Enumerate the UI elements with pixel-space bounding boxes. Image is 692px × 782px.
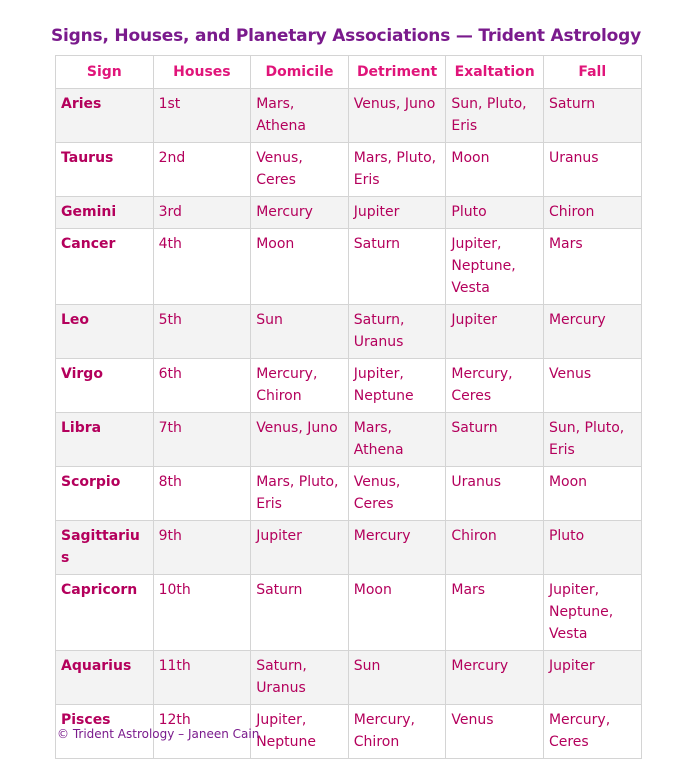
domicile-cell: Sun — [251, 305, 349, 359]
exaltation-cell: Mercury, Ceres — [446, 359, 544, 413]
house-cell: 5th — [153, 305, 251, 359]
sign-cell: Gemini — [56, 197, 154, 229]
house-cell: 6th — [153, 359, 251, 413]
sign-cell: Aries — [56, 89, 154, 143]
house-cell: 8th — [153, 467, 251, 521]
fall-cell: Mars — [543, 229, 641, 305]
column-header-exaltation: Exaltation — [446, 56, 544, 89]
table-row — [56, 143, 642, 197]
domicile-cell: Venus, Juno — [251, 413, 349, 467]
domicile-cell: Jupiter — [251, 521, 349, 575]
fall-cell: Moon — [543, 467, 641, 521]
house-cell: 11th — [153, 651, 251, 705]
exaltation-cell: Jupiter, Neptune, Vesta — [446, 229, 544, 305]
exaltation-cell: Mars — [446, 575, 544, 651]
detriment-cell: Venus, Juno — [348, 89, 446, 143]
sign-cell: Leo — [56, 305, 154, 359]
sign-cell: Aquarius — [56, 651, 154, 705]
fall-cell: Venus — [543, 359, 641, 413]
table-row — [56, 521, 642, 575]
sign-cell: Libra — [56, 413, 154, 467]
sign-cell: Virgo — [56, 359, 154, 413]
exaltation-cell: Moon — [446, 143, 544, 197]
detriment-cell: Mars, Athena — [348, 413, 446, 467]
exaltation-cell: Sun, Pluto, Eris — [446, 89, 544, 143]
domicile-cell: Mars, Pluto, Eris — [251, 467, 349, 521]
table-row — [56, 89, 642, 143]
detriment-cell: Mercury, Chiron — [348, 705, 446, 759]
page-title: Signs, Houses, and Planetary Associations — Trident Astrology — [51, 26, 641, 46]
table-row — [56, 575, 642, 651]
detriment-cell: Moon — [348, 575, 446, 651]
sign-cell: Scorpio — [56, 467, 154, 521]
fall-cell: Sun, Pluto, Eris — [543, 413, 641, 467]
table-row — [56, 651, 642, 705]
domicile-cell: Saturn — [251, 575, 349, 651]
domicile-cell: Mercury — [251, 197, 349, 229]
house-cell: 2nd — [153, 143, 251, 197]
detriment-cell: Mars, Pluto, Eris — [348, 143, 446, 197]
domicile-cell: Venus, Ceres — [251, 143, 349, 197]
domicile-cell: Mars, Athena — [251, 89, 349, 143]
fall-cell: Mercury, Ceres — [543, 705, 641, 759]
house-cell: 7th — [153, 413, 251, 467]
fall-cell: Chiron — [543, 197, 641, 229]
domicile-cell: Mercury, Chiron — [251, 359, 349, 413]
house-cell: 1st — [153, 89, 251, 143]
fall-cell: Uranus — [543, 143, 641, 197]
column-header-domicile: Domicile — [251, 56, 349, 89]
table-header-row — [56, 56, 642, 89]
exaltation-cell: Saturn — [446, 413, 544, 467]
exaltation-cell: Uranus — [446, 467, 544, 521]
detriment-cell: Saturn — [348, 229, 446, 305]
associations-table — [55, 55, 642, 759]
detriment-cell: Mercury — [348, 521, 446, 575]
column-header-detriment: Detriment — [348, 56, 446, 89]
column-header-sign: Sign — [56, 56, 154, 89]
table-row — [56, 229, 642, 305]
sign-cell: Pisces — [56, 705, 154, 759]
house-cell: 12th — [153, 705, 251, 759]
column-header-fall: Fall — [543, 56, 641, 89]
fall-cell: Jupiter — [543, 651, 641, 705]
detriment-cell: Saturn, Uranus — [348, 305, 446, 359]
table-row — [56, 467, 642, 521]
sign-cell: Taurus — [56, 143, 154, 197]
exaltation-cell: Pluto — [446, 197, 544, 229]
sign-cell: Cancer — [56, 229, 154, 305]
table-row — [56, 413, 642, 467]
fall-cell: Pluto — [543, 521, 641, 575]
exaltation-cell: Chiron — [446, 521, 544, 575]
house-cell: 3rd — [153, 197, 251, 229]
fall-cell: Mercury — [543, 305, 641, 359]
exaltation-cell: Mercury — [446, 651, 544, 705]
house-cell: 10th — [153, 575, 251, 651]
house-cell: 4th — [153, 229, 251, 305]
domicile-cell: Moon — [251, 229, 349, 305]
sign-cell: Capricorn — [56, 575, 154, 651]
detriment-cell: Jupiter, Neptune — [348, 359, 446, 413]
domicile-cell: Jupiter, Neptune — [251, 705, 349, 759]
detriment-cell: Venus, Ceres — [348, 467, 446, 521]
table-row — [56, 359, 642, 413]
column-header-houses: Houses — [153, 56, 251, 89]
fall-cell: Saturn — [543, 89, 641, 143]
table-row — [56, 305, 642, 359]
house-cell: 9th — [153, 521, 251, 575]
detriment-cell: Jupiter — [348, 197, 446, 229]
exaltation-cell: Jupiter — [446, 305, 544, 359]
domicile-cell: Saturn, Uranus — [251, 651, 349, 705]
table-row — [56, 197, 642, 229]
exaltation-cell: Venus — [446, 705, 544, 759]
copyright-footer: © Trident Astrology – Janeen Cain — [57, 727, 260, 741]
detriment-cell: Sun — [348, 651, 446, 705]
sign-cell: Sagittarius — [56, 521, 154, 575]
fall-cell: Jupiter, Neptune, Vesta — [543, 575, 641, 651]
